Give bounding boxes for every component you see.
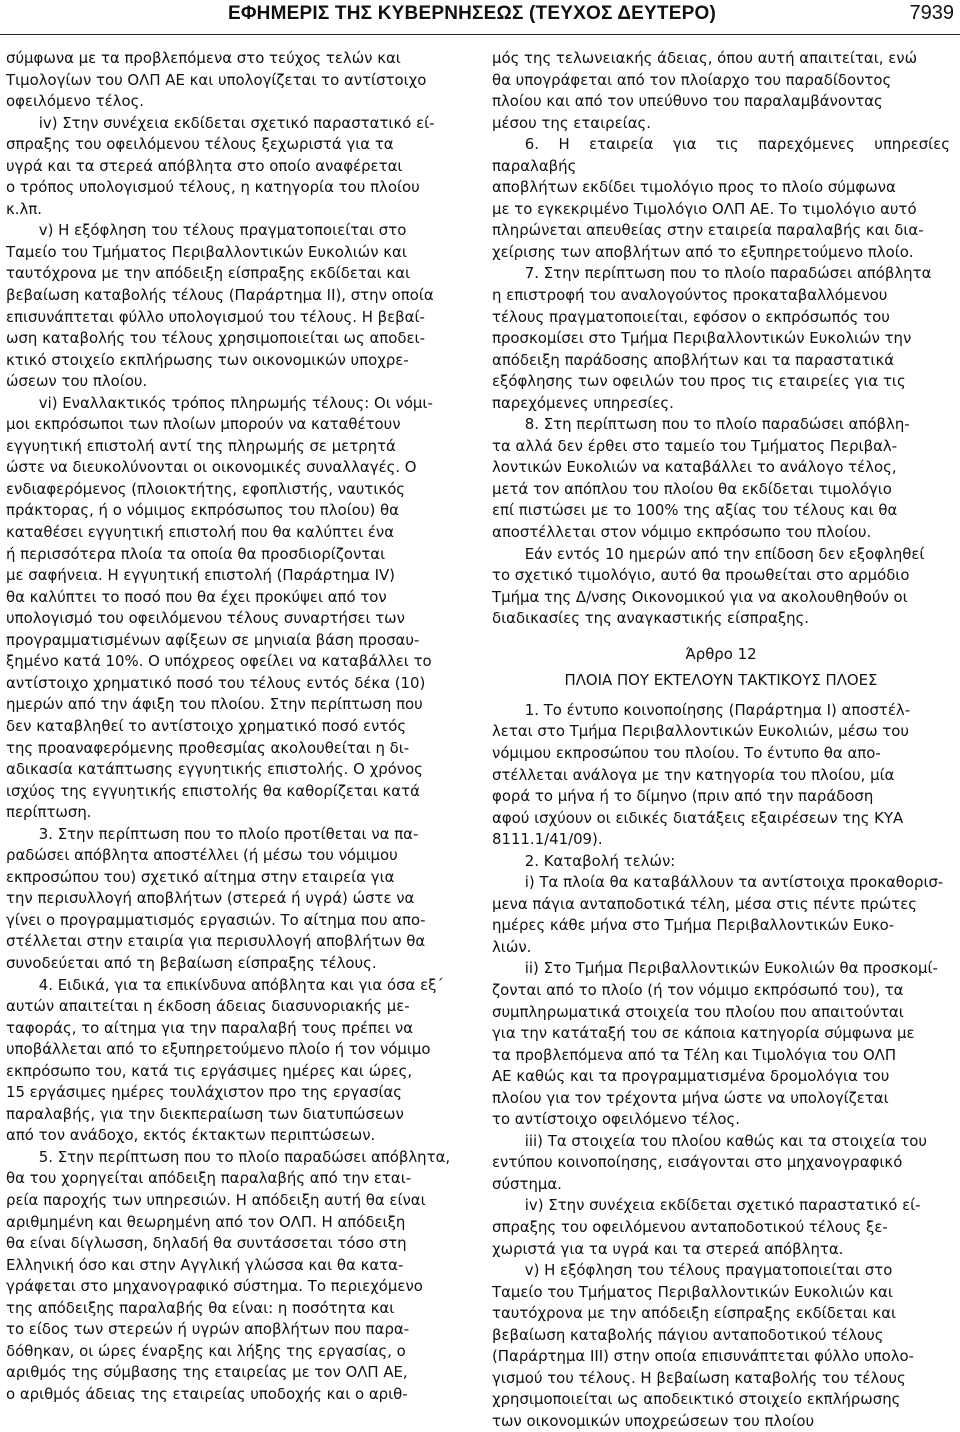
page-header [0,0,960,35]
paragraph: σύμφωνα με τα προβλεπόμενα στο τεύχος τελών και Τιμολογίων του ΟΛΠ ΑΕ και υπολογίζεται το αντίστοιχο οφειλόμενο τέλος. [6,49,427,111]
right-column [492,48,950,1432]
article-subheading: ΠΛΟΙΑ ΠΟΥ ΕΚΤΕΛΟΥΝ ΤΑΚΤΙΚΟΥΣ ΠΛΟΕΣ [564,671,878,690]
paragraph: i) Τα πλοία θα καταβάλλουν τα αντίστοιχα προκαθορισ- μενα πάγια ανταποδοτικά τέλη, μέσα στις πέντε πρώτες ημέρες κάθε μήνα στο Τμήμα Περιβαλλοντικών Ευκο- λιών. [492,873,944,956]
paragraph: Εάν εντός 10 ημερών από την επίδοση δεν εξοφληθεί το σχετικό τιμολόγιο, αυτό θα προωθείται στο αρμόδιο Τμήμα της Δ/νσης Οικονομικού για να ακολουθηθούν οι διαδικασίες της αναγκαστικής είσπραξης. [492,544,925,628]
paragraph: iii) Τα στοιχεία του πλοίου καθώς και τα στοιχεία του εντύπου κοινοποίησης, εισάγονται στο μηχανογραφικό σύστημα. [492,1131,927,1193]
paragraph: 1. Το έντυπο κοινοποίησης (Παράρτημα Ι) αποστέλ- λεται στο Τμήμα Περιβαλλοντικών Ευκολιών, μέσω του νόμιμου εκπροσώπου του πλοίου. Το έντυπο θα απο- στέλλεται ανάλογα με την κατηγορία του πλοίου, μία φορά το μήνα ή το δίμηνο (πριν από την παράδοση αφού ισχύουν οι ειδικές διατάξεις εξαιρέσεων της ΚΥΑ 8111.1/41/09). [492,700,911,849]
paragraph: v) Η εξόφληση του τέλους πραγματοποιείται στο Ταμείο του Τμήματος Περιβαλλοντικών Ευκολιών και ταυτόχρονα με την απόδειξη είσπραξης εκδίδεται και βεβαίωση καταβολής πάγιου ανταποδοτικού τέλους (Παράρτημα ΙΙΙ) στην οποία επισυνάπτεται φύλλο υπολο- γισμού του τέλους. Η βεβαίωση καταβολής του τέλους χρησιμοποιείται ως αποδεικτικό στοιχείο εκπλήρωσης των οικονομικών υποχρεώσεων του πλοίου [492,1261,915,1430]
paragraph: iv) Στην συνέχεια εκδίδεται σχετικό παραστατικό εί- σπραξης του οφειλόμενου τέλους ξεχωριστά για τα υγρά και τα στερεά απόβλητα στο οποίο αναφέρεται ο τρόπος υπολογισμού τέλους, η κατηγορία του πλοίου κ.λπ. [6,113,435,218]
paragraph: 6. Η εταιρεία για τις παρεχόμενες υπηρεσίες παραλαβής αποβλήτων εκδίδει τιμολόγιο προς το πλοίο σύμφωνα με το εγκεκριμένο Τιμολόγιο ΟΛΠ ΑΕ. Το τιμολόγιο αυτό πληρώνεται απευθείας στην εταιρεία παραλαβής και δια- χείρισης των αποβλήτων από το εξυπηρετούμενο πλοίο. [492,135,950,261]
paragraph: 5. Στην περίπτωση που το πλοίο παραδώσει απόβλητα, θα του χορηγείται απόδειξη παραλαβής από την εται- ρεία παροχής των υπηρεσιών. Η απόδειξη αυτή θα είναι αριθμημένη και θεωρημένη από τον ΟΛΠ. Η απόδειξη θα είναι δίγλωσση, δηλαδή θα συντάσσεται τόσο στη Ελληνική όσο και στην Αγγλική γλώσσα και θα κατα- γράφεται στο μηχανογραφικό σύστημα. Το περιεχόμενο της απόδειξης παραλαβής θα είναι: η ποσότητα και το είδος των στερεών ή υγρών αποβλήτων που παρα- δόθηκαν, οι ώρες έναρξης και λήξης της εργασίας, ο αριθμός της σύμβασης της εταιρείας με τον ΟΛΠ ΑΕ, ο αριθμός άδειας της εταιρείας υποδοχής και ο αριθ- [6,1147,451,1403]
paragraph: ii) Στο Τμήμα Περιβαλλοντικών Ευκολιών θα προσκομί- ζονται από το πλοίο (ή τον νόμιμο εκπρόσωπό του), τα συμπληρωματικά στοιχεία του πλοίου που απαιτούνται για την κατάταξή του σε κάποια κατηγορία σύμφωνα με τα προβλεπόμενα από τα Τέλη και Τιμολόγια του ΟΛΠ ΑΕ καθώς και τα προγραμματισμένα δρομολόγια του πλοίου για τον τρέχοντα μήνα ώστε να υπολογίζεται το αντίστοιχο οφειλόμενο τέλος. [492,959,938,1129]
paragraph: v) Η εξόφληση του τέλους πραγματοποιείται στο Ταμείο του Τμήματος Περιβαλλοντικών Ευκολιών και ταυτόχρονα με την απόδειξη είσπραξης εκδίδεται και βεβαίωση καταβολής τέλους (Παράρτημα ΙΙ), στην οποία επισυνάπτεται φύλλο υπολογισμού του τέλους. Η βεβαί- ωση καταβολής του τέλους χρησιμοποιείται ως αποδει- κτικό στοιχείο εκπλήρωσης των οικονομικών υποχρε- ώσεων του πλοίου. [6,221,434,391]
paragraph: μός της τελωνειακής άδειας, όπου αυτή απαιτείται, ενώ θα υπογράφεται από τον πλοίαρχο του παραδίδοντος πλοίου και από τον υπεύθυνο του παραλαμβάνοντας μέσου της εταιρείας. [492,49,918,132]
paragraph: iv) Στην συνέχεια εκδίδεται σχετικό παραστατικό εί- σπραξης του οφειλόμενου ανταποδοτικού τέλους ξε- χωριστά για τα υγρά και τα στερεά απόβλητα. [492,1196,921,1258]
paragraph: 7. Στην περίπτωση που το πλοίο παραδώσει απόβλητα η επιστροφή του αναλογούντος προκαταβαλλόμενου τέλους πραγματοποιείται, εφόσον ο εκπρόσωπός του προσκομίσει στο Τμήμα Περιβαλλοντικών Ευκολιών την απόδειξη παράδοσης αποβλήτων και τα παραστατικά εξόφλησης των οφειλών του προς τις εταιρείες για τις παρεχόμενες υπηρεσίες. [492,264,932,412]
paragraph: 4. Ειδικά, για τα επικίνδυνα απόβλητα και για όσα εξ΄ αυτών απαιτείται η έκδοση άδειας διασυνοριακής με- ταφοράς, το αίτημα για την παραλαβή τους πρέπει να υποβάλλεται από το εξυπηρετούμενο πλοίο ή τον νόμιμο εκπρόσωπο του, κατά τις εργάσιμες ημέρες και ώρες, 15 εργάσιμες ημέρες τουλάχιστον προ της εργασίας παραλαβής, για την διεκπεραίωση των διατυπώσεων από τον ανάδοχο, εκτός έκτακτων περιπτώσεων. [6,975,444,1145]
article-heading: Άρθρο 12 [685,644,757,663]
gazette-title: ΕΦΗΜΕΡΙΣ ΤΗΣ ΚΥΒΕΡΝΗΣΕΩΣ (ΤΕΥΧΟΣ ΔΕΥΤΕΡΟ) [228,3,716,24]
page-number: 7939 [909,2,954,24]
paragraph: 2. Καταβολή τελών: [524,851,676,870]
paragraph: vi) Εναλλακτικός τρόπος πληρωμής τέλους: Οι νόμι- μοι εκπρόσωποι των πλοίων μπορούν να καταθέτουν εγγυητική επιστολή αντί της πληρωμής σε μετρητά ώστε να διευκολύνονται οι οικονομικές συναλλαγές. Ο ενδιαφερόμενος (πλοιοκτήτης, εφοπλιστής, ναυτικός πράκτορας, ή ο νόμιμος εκπρόσωπος του πλοίου) θα καταθέσει εγγυητική επιστολή που θα καλύπτει ένα ή περισσότερα πλοία τα οποία θα προσδιορίζονται με σαφήνεια. Η εγγυητική επιστολή (Παράρτημα IV) θα καλύπτει το ποσό που θα έχει προκύψει από τον υπολογισμό του οφειλόμενου τέλους συναρτήσει των προγραμματισμένων αφίξεων σε μηνιαία βάση προσαυ- ξημένο κατά 10%. Ο υπόχρεος οφείλει να καταβάλλει το αντίστοιχο χρηματικό ποσό του τέλους εντός δέκα (10) ημερών από την άφιξη του πλοίου. Στην περίπτωση που δεν καταβληθεί το αντίστοιχο χρηματικό ποσό εντός της προαναφερόμενης προθεσμίας ακολουθείται η δι- αδικασία κατάπτωσης εγγυητικής επιστολής. Ο χρόνος ισχύος της εγγυητικής επιστολής θα καθορίζεται κατά περίπτωση. [6,393,433,822]
left-column [6,48,464,1405]
paragraph: 8. Στη περίπτωση που το πλοίο παραδώσει απόβλη- τα αλλά δεν έρθει στο ταμείο του Τμήματος Περιβαλ- λοντικών Ευκολιών να καταβάλλει το ανάλογο τέλος, μετά τον απόπλου του πλοίου θα εκδίδεται τιμολόγιο επί πιστώσει με το 100% της αξίας του τέλους και θα αποστέλλεται στον νόμιμο εκπρόσωπο του πλοίου. [492,415,910,542]
paragraph: 3. Στην περίπτωση που το πλοίο προτίθεται να πα- ραδώσει απόβλητα αποστέλλει (ή μέσω του νόμιμου εκπροσώπου του) σχετικό αίτημα στην εταιρεία για την περισυλλογή αποβλήτων (στερεά ή υγρά) ώστε να γίνει ο προγραμματισμός εργασιών. Το αίτημα που απο- στέλλεται στην εταιρία για περισυλλογή αποβλήτων θα συνοδεύεται από τη βεβαίωση είσπραξης τέλους. [6,824,426,972]
